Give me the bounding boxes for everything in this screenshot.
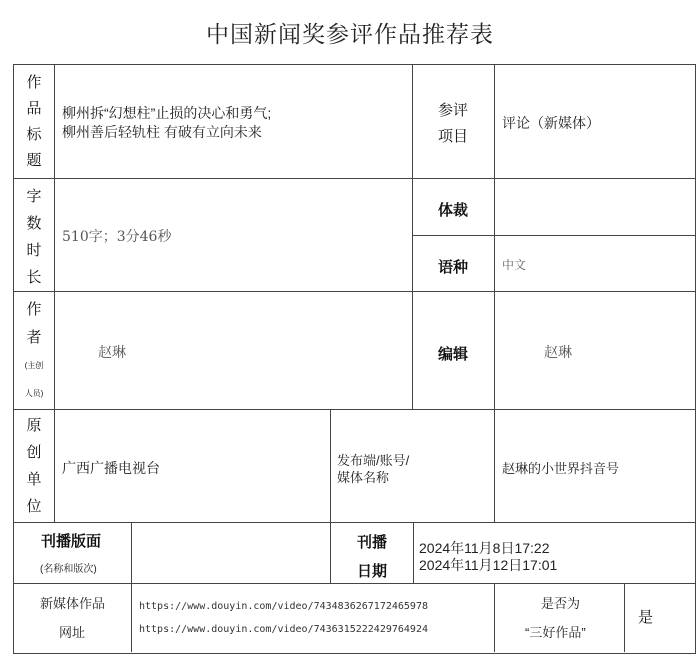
label-char: 时 [26,242,42,259]
language-value: 中文 [502,258,527,272]
editor-label: 编辑 [438,346,469,363]
category-label-line-2: 项目 [438,128,469,145]
publisher-value: 赵琳的小世界抖音号 [502,461,620,476]
new-media-url-label-line-2: 网址 [59,625,86,640]
publisher-label-line-2: 媒体名称 [337,470,390,485]
label-char: 数 [26,215,42,232]
table-rule [494,409,495,523]
genre-label: 体裁 [438,202,469,219]
table-rule [624,583,625,652]
label-char: 题 [26,152,42,169]
label-char: 品 [26,100,42,117]
author-field-label [14,296,54,408]
broadcast-date-label-line-1: 刊播 [357,534,388,551]
table-rule [131,522,132,652]
label-char: 创 [26,444,42,461]
three-good-label-line-1: 是否为 [541,596,581,611]
label-char: 作 [26,301,42,318]
edition-sublabel: (名称和版次) [40,564,97,575]
table-rule [13,178,696,179]
table-rule [13,522,696,523]
work-title-line-2: 柳州善后轻轨柱 有破有立向未来 [62,124,262,140]
table-rule [412,235,696,236]
table-rule [494,64,495,410]
table-rule [54,64,55,523]
broadcast-date-label-line-2: 日期 [357,563,388,580]
category-label-line-1: 参评 [438,102,469,119]
label-char: 原 [26,417,42,434]
three-good-value: 是 [638,609,654,626]
category-value: 评论（新媒体） [502,115,600,131]
table-rule [330,409,331,584]
table-rule [413,522,414,584]
new-media-url-label-line-1: 新媒体作品 [40,596,106,611]
broadcast-date-1: 2024年11月8日17:22 [419,540,550,556]
table-rule [13,583,696,584]
work-url-link-1[interactable]: https://www.douyin.com/video/7434836267172465978 [139,601,428,612]
label-char: 字 [26,188,42,205]
label-small-text: 人员) [24,389,44,398]
publisher-label-line-1: 发布端/账号/ [337,453,410,468]
label-char: 标 [26,126,42,143]
original-unit-value: 广西广播电视台 [62,460,160,476]
language-label: 语种 [438,259,469,276]
table-rule [13,409,696,410]
work-url-link-2[interactable]: https://www.douyin.com/video/7436315222429764924 [139,624,428,635]
length-value: 510字；3分46秒 [62,229,172,245]
broadcast-date-2: 2024年11月12日17:01 [419,557,558,573]
title-field-label [14,70,54,174]
form-title: 中国新闻奖参评作品推荐表 [206,21,494,47]
label-char: 单 [26,471,42,488]
edition-label: 刊播版面 [41,533,102,550]
label-char: 长 [26,269,42,286]
work-title-line-1: 柳州拆“幻想柱”止损的决心和勇气; [62,105,272,121]
table-rule [412,64,413,410]
table-rule [494,583,495,652]
editor-value: 赵琳 [544,345,572,361]
label-char: 者 [26,329,42,346]
label-char: 位 [26,498,42,515]
author-value: 赵琳 [98,345,126,361]
three-good-label-line-2: “三好作品” [525,625,586,640]
label-small-text: (主创 [24,361,44,370]
length-field-label [14,183,54,291]
label-char: 作 [26,74,42,91]
unit-field-label [14,412,54,520]
table-rule [13,291,696,292]
